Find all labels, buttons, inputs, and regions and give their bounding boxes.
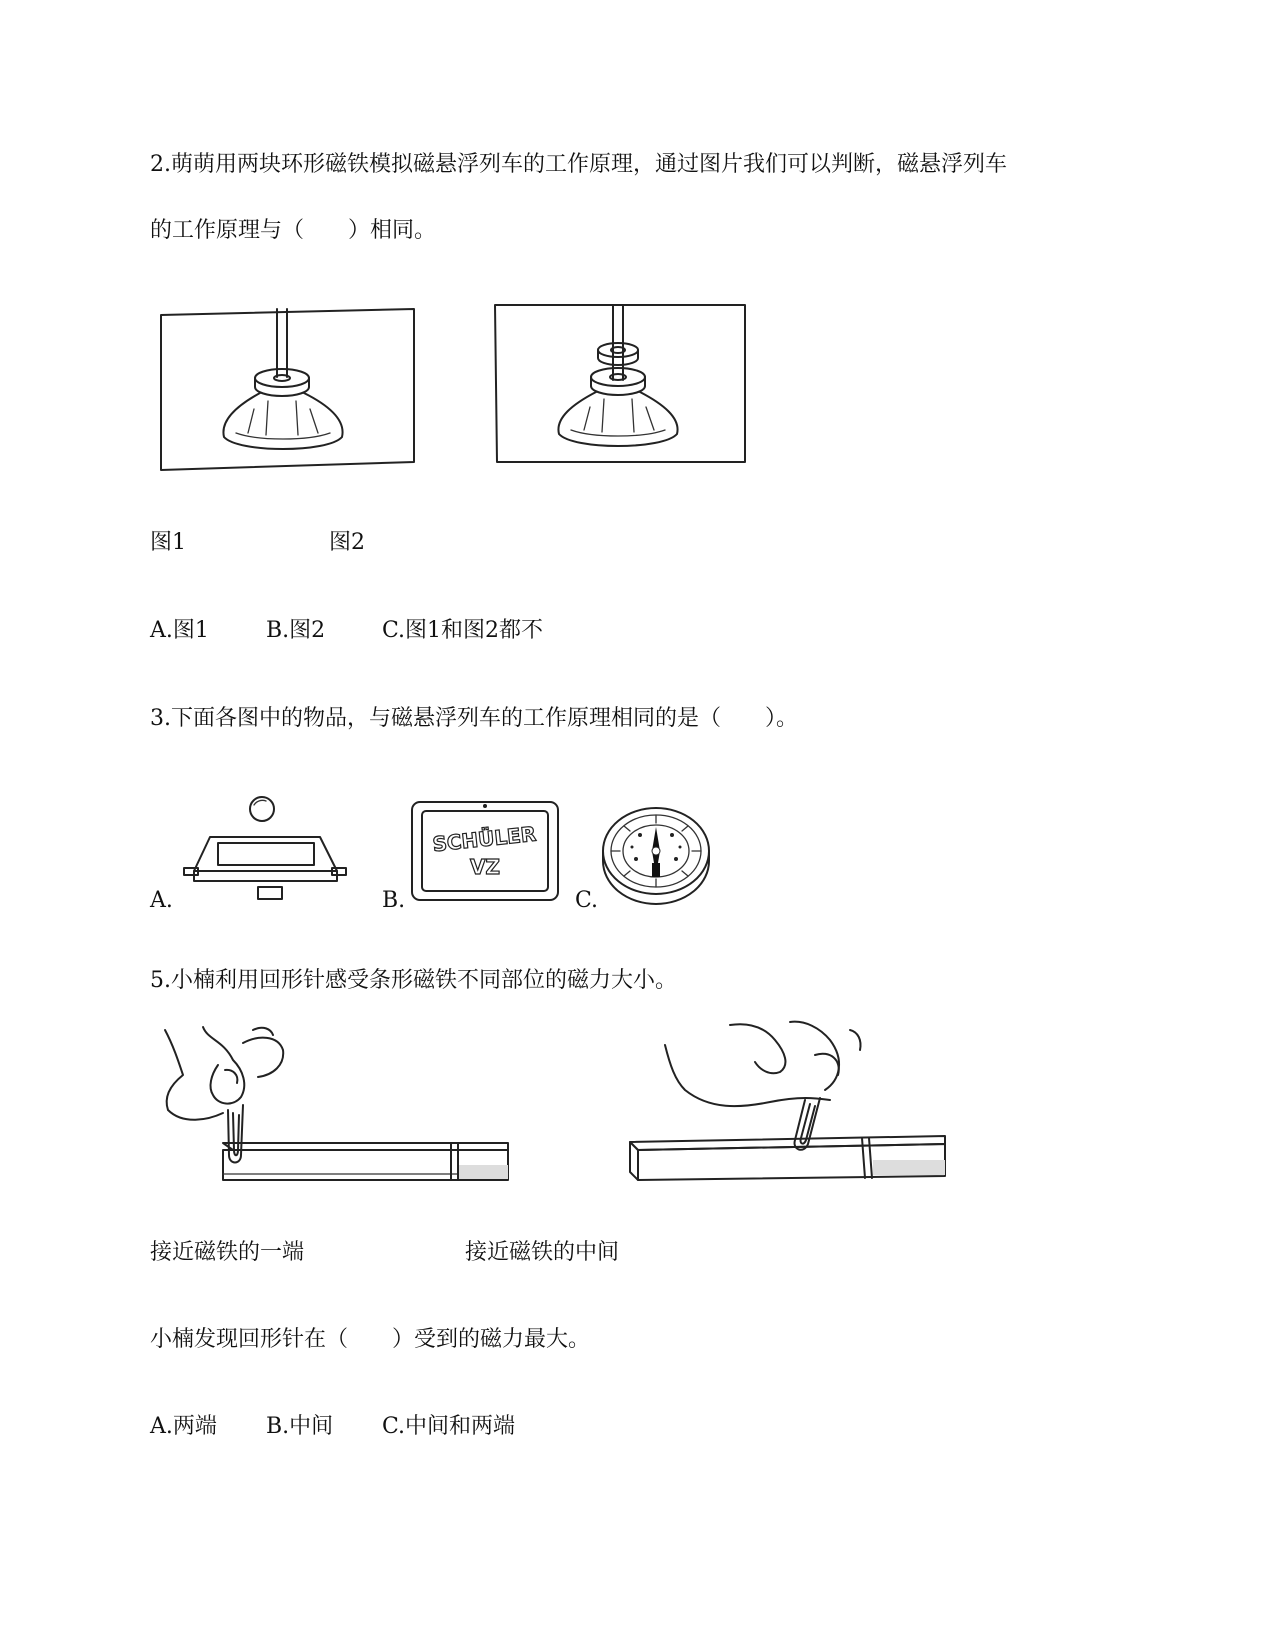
q2-option-a[interactable]: A.图1 [150,618,209,643]
q5-question: 小楠发现回形针在（ ）受到的磁力最大。 [150,1327,591,1352]
q5-caption-left: 接近磁铁的一端 [150,1240,305,1265]
q3-option-c-label[interactable]: C. [575,888,599,913]
q5-option-a[interactable]: A.两端 [150,1414,217,1439]
q2-option-b[interactable]: B.图2 [266,618,326,643]
q2-stem-line2: 的工作原理与（ ）相同。 [150,218,437,243]
q3-option-a-label[interactable]: A. [150,888,173,913]
q3-option-b-label[interactable]: B. [382,888,406,913]
figure-2-caption: 图2 [329,530,365,555]
tablet-text-top: SCHÜLER [431,821,538,857]
figure-1-caption: 图1 [150,530,186,555]
q5-option-c[interactable]: C.中间和两端 [382,1414,516,1439]
hand-paperclip-magnet-middle-image [620,1020,950,1210]
figure-1-single-ring [158,305,418,475]
figure-2-floating-ring [493,300,753,470]
q2-stem-line1: 2.萌萌用两块环形磁铁模拟磁悬浮列车的工作原理，通过图片我们可以判断，磁悬浮列车 [150,152,1007,177]
hand-paperclip-magnet-end-image [163,1025,513,1210]
q5-option-b[interactable]: B.中间 [266,1414,334,1439]
q5-caption-right: 接近磁铁的中间 [465,1240,620,1265]
compass-image [600,805,712,905]
magnetic-drawing-board-image [410,800,560,902]
q3-stem: 3.下面各图中的物品，与磁悬浮列车的工作原理相同的是（ ）。 [150,706,798,731]
q5-stem: 5.小楠利用回形针感受条形磁铁不同部位的磁力大小。 [150,968,677,993]
maglev-levitation-toy-image [182,795,357,905]
q2-option-c[interactable]: C.图1和图2都不 [382,618,544,643]
tablet-text-bottom: VZ [470,855,500,879]
